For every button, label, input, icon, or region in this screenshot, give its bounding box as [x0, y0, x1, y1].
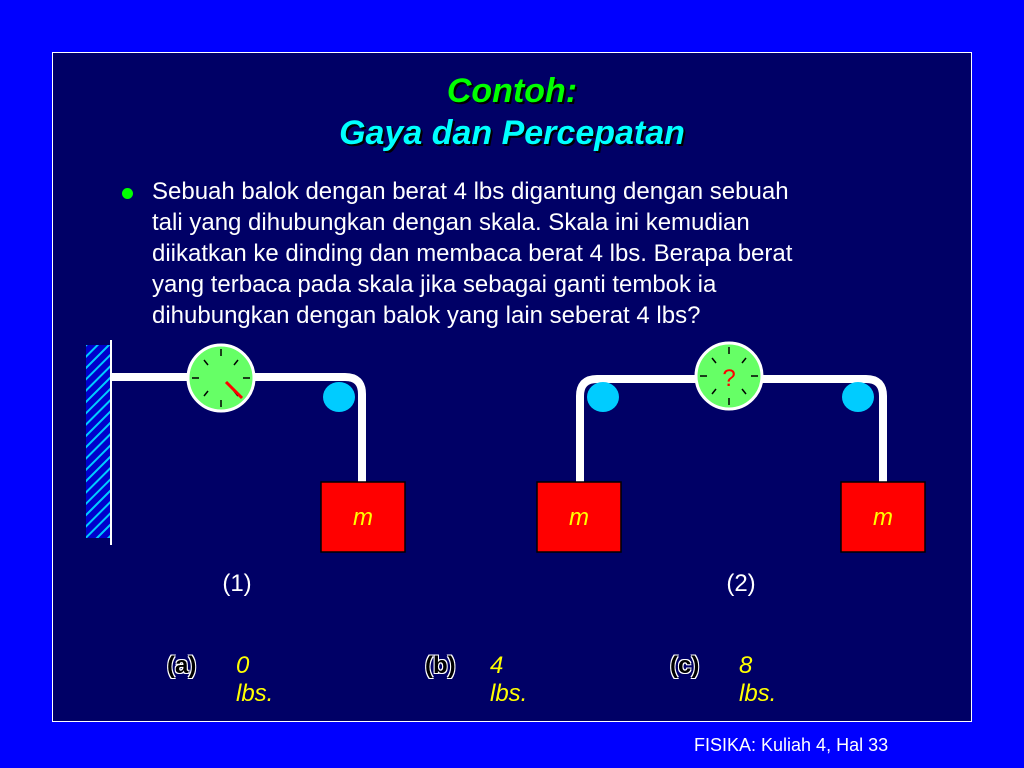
bullet-line: Sebuah balok dengan berat 4 lbs digantung dengan sebuah [152, 178, 789, 205]
wall [86, 340, 111, 545]
scale-dial-icon [188, 345, 254, 411]
bullet-line: dihubungkan dengan balok yang lain seberat 4 lbs? [152, 302, 701, 329]
pulley-icon [842, 382, 874, 412]
bullet-line: yang terbaca pada skala jika sebagai ganti tembok ia [152, 271, 717, 298]
choice-b-value[interactable]: 4 lbs. [490, 652, 528, 707]
choice-a-key[interactable]: (a) [167, 652, 197, 679]
pulley-icon [323, 382, 355, 412]
choice-c-key[interactable]: (c) [670, 652, 700, 679]
choice-b-key[interactable]: (b) [425, 652, 456, 679]
slide-subtitle: Gaya dan Percepatan [339, 114, 685, 152]
bullet-line: diikatkan ke dinding dan membaca berat 4 lbs. Berapa berat [152, 240, 793, 267]
slide-footer: FISIKA: Kuliah 4, Hal 33 [694, 735, 889, 755]
mass-label: m [569, 504, 589, 531]
slide-title: Contoh: [446, 72, 578, 110]
bullet-line: tali yang dihubungkan dengan skala. Skala ini kemudian [152, 209, 750, 236]
choice-c-value[interactable]: 8 lbs. [739, 652, 777, 707]
choice-a-value[interactable]: 0 lbs. [236, 652, 274, 707]
scale-dial-icon [696, 343, 762, 409]
pulley-icon [587, 382, 619, 412]
mass-label: m [353, 504, 373, 531]
scale-unknown: ? [722, 365, 736, 392]
mass-label: m [873, 504, 893, 531]
caption-setup-2: (2) [726, 570, 756, 597]
caption-setup-1: (1) [222, 570, 252, 597]
